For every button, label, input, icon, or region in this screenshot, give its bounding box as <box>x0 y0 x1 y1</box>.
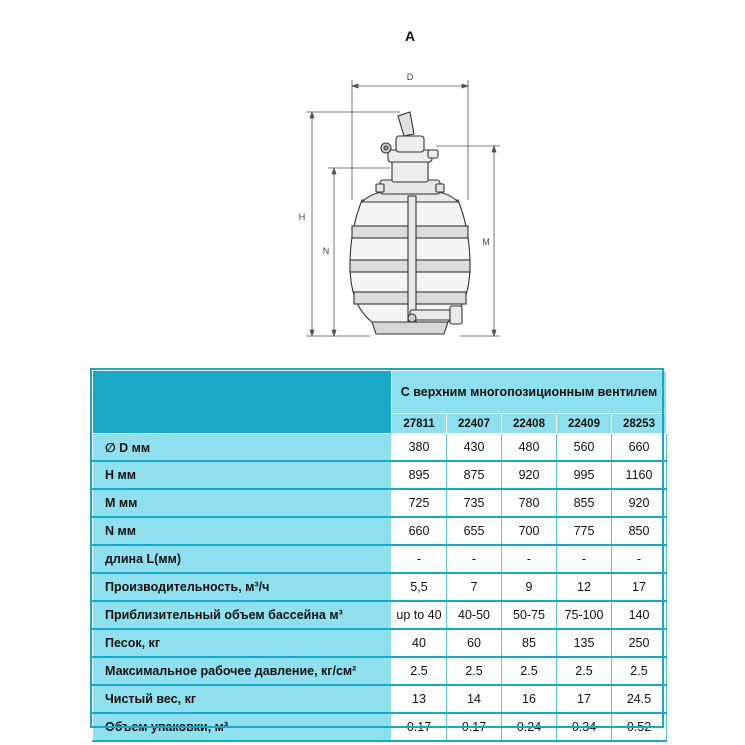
row-value: 855 <box>557 489 612 517</box>
row-value: 875 <box>447 461 502 489</box>
row-value: - <box>557 545 612 573</box>
specification-table <box>92 370 667 742</box>
row-label: длина L(мм) <box>93 545 392 573</box>
row-value: 560 <box>557 434 612 462</box>
row-value: 40 <box>392 629 447 657</box>
row-value: up to 40 <box>392 601 447 629</box>
row-value: 14 <box>447 685 502 713</box>
multiport-valve <box>381 112 438 182</box>
table-row <box>93 657 667 685</box>
row-label: Чистый вес, кг <box>93 685 392 713</box>
row-value: 735 <box>447 489 502 517</box>
row-label: Песок, кг <box>93 629 392 657</box>
row-label: Максимальное рабочее давление, кг/см² <box>93 657 392 685</box>
row-value: - <box>612 545 667 573</box>
row-value: 660 <box>612 434 667 462</box>
row-value: 725 <box>392 489 447 517</box>
table-row <box>93 461 667 489</box>
row-value: 660 <box>392 517 447 545</box>
row-value: 700 <box>502 517 557 545</box>
row-label: N мм <box>93 517 392 545</box>
row-value: 0.52 <box>612 713 667 741</box>
row-value: - <box>392 545 447 573</box>
row-value: - <box>502 545 557 573</box>
dimension-n-label: N <box>322 246 330 256</box>
row-value: 13 <box>392 685 447 713</box>
dimension-h-label: H <box>298 212 306 222</box>
table-row <box>93 545 667 573</box>
row-value: 920 <box>612 489 667 517</box>
row-value: 2.5 <box>612 657 667 685</box>
row-value: 430 <box>447 434 502 462</box>
row-value: - <box>447 545 502 573</box>
row-value: 0.34 <box>557 713 612 741</box>
row-value: 2.5 <box>392 657 447 685</box>
row-value: 850 <box>612 517 667 545</box>
row-label: ∅ D мм <box>93 434 392 462</box>
model-cell: 22407 <box>447 414 502 434</box>
row-value: 380 <box>392 434 447 462</box>
row-value: 140 <box>612 601 667 629</box>
table-row <box>93 573 667 601</box>
row-label: H мм <box>93 461 392 489</box>
row-value: 920 <box>502 461 557 489</box>
row-value: 250 <box>612 629 667 657</box>
row-label: M мм <box>93 489 392 517</box>
row-value: 17 <box>557 685 612 713</box>
row-value: 655 <box>447 517 502 545</box>
row-value: 5,5 <box>392 573 447 601</box>
model-cell: 22409 <box>557 414 612 434</box>
table-row <box>93 489 667 517</box>
row-value: 1160 <box>612 461 667 489</box>
row-value: 24.5 <box>612 685 667 713</box>
row-value: 60 <box>447 629 502 657</box>
header-blank-cell <box>93 371 392 434</box>
row-value: 0.17 <box>392 713 447 741</box>
row-value: 2.5 <box>557 657 612 685</box>
row-value: 16 <box>502 685 557 713</box>
table-row <box>93 629 667 657</box>
row-value: 0.17 <box>447 713 502 741</box>
row-label: Объем упаковки, м³ <box>93 713 392 741</box>
row-value: 17 <box>612 573 667 601</box>
row-value: 780 <box>502 489 557 517</box>
row-value: 2.5 <box>502 657 557 685</box>
table-row <box>93 713 667 741</box>
row-value: 7 <box>447 573 502 601</box>
model-cell: 27811 <box>392 414 447 434</box>
row-value: 775 <box>557 517 612 545</box>
row-value: 75-100 <box>557 601 612 629</box>
row-value: 0.24 <box>502 713 557 741</box>
row-value: 50-75 <box>502 601 557 629</box>
row-value: 9 <box>502 573 557 601</box>
row-value: 85 <box>502 629 557 657</box>
row-value: 995 <box>557 461 612 489</box>
row-value: 135 <box>557 629 612 657</box>
table-row <box>93 517 667 545</box>
row-label: Приблизительный объем бассейна м³ <box>93 601 392 629</box>
model-cell: 22408 <box>502 414 557 434</box>
row-value: 40-50 <box>447 601 502 629</box>
table-header-title: С верхним многопозиционным вентилем <box>392 371 667 414</box>
specification-rows <box>93 434 667 742</box>
sand-filter-drawing <box>0 0 745 370</box>
row-value: 2.5 <box>447 657 502 685</box>
table-header-row <box>93 371 667 414</box>
row-value: 12 <box>557 573 612 601</box>
row-label: Производительность, м³/ч <box>93 573 392 601</box>
row-value: 895 <box>392 461 447 489</box>
row-value: 480 <box>502 434 557 462</box>
dimension-m-label: M <box>482 237 490 247</box>
figure-label: A <box>404 28 416 44</box>
dimension-d-label: D <box>406 72 414 82</box>
table-row <box>93 601 667 629</box>
table-row <box>93 685 667 713</box>
table-row <box>93 434 667 462</box>
model-cell: 28253 <box>612 414 667 434</box>
